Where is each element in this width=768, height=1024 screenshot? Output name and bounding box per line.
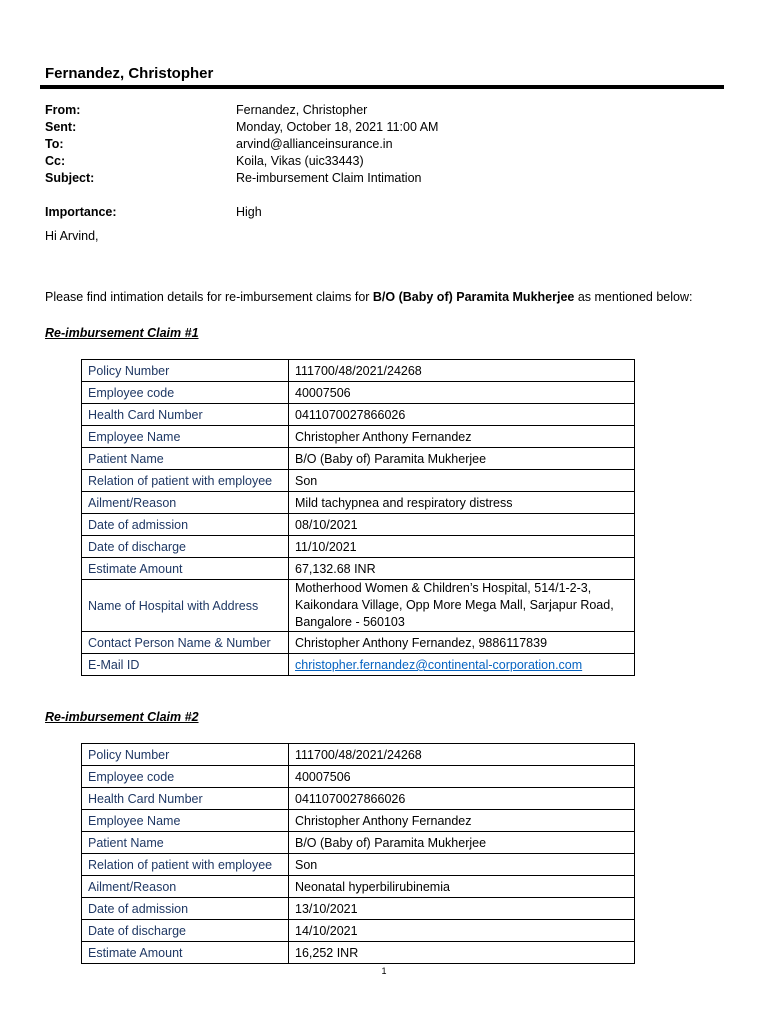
patient-name-emphasis: B/O (Baby of) Paramita Mukherjee [372, 290, 575, 304]
subject-value: Re-imbursement Claim Intimation [236, 171, 422, 185]
title-underline-rule [40, 85, 724, 89]
importance-label: Importance: [45, 205, 117, 219]
table-row [82, 942, 635, 964]
policy-number-label: Policy Number [82, 360, 289, 382]
subject-label: Subject: [45, 171, 95, 185]
to-label: To: [45, 137, 64, 151]
table-row [82, 876, 635, 898]
employee-name-value: Christopher Anthony Fernandez [289, 810, 635, 832]
contact-person-name-number-label: Contact Person Name & Number [82, 632, 289, 654]
table-row [82, 854, 635, 876]
e-mail-id-value [289, 654, 635, 676]
intro-text-end: as mentioned below: [574, 290, 693, 304]
sent-row [45, 119, 705, 136]
subject-row [45, 170, 705, 187]
to-value: arvind@allianceinsurance.in [236, 137, 393, 151]
cc-label: Cc: [45, 154, 66, 168]
e-mail-id-label: E-Mail ID [82, 654, 289, 676]
date-of-admission-value: 08/10/2021 [289, 514, 635, 536]
contact-person-name-number-value: Christopher Anthony Fernandez, 9886117839 [289, 632, 635, 654]
patient-name-label: Patient Name [82, 832, 289, 854]
relation-of-patient-with-employee-value: Son [289, 470, 635, 492]
importance-row [45, 204, 705, 221]
patient-name-label: Patient Name [82, 448, 289, 470]
estimate-amount-label: Estimate Amount [82, 558, 289, 580]
policy-number-value: 111700/48/2021/24268 [289, 744, 635, 766]
page-number: 1 [381, 966, 387, 976]
to-row [45, 136, 705, 153]
email-link[interactable]: christopher.fernandez@continental-corporation.com [295, 658, 583, 672]
policy-number-label: Policy Number [82, 744, 289, 766]
table-row [82, 580, 635, 632]
table-row [82, 810, 635, 832]
importance-value: High [236, 205, 262, 219]
from-value: Fernandez, Christopher [236, 103, 368, 117]
table-row [82, 654, 635, 676]
employee-name-label: Employee Name [82, 810, 289, 832]
employee-code-label: Employee code [82, 766, 289, 788]
employee-code-label: Employee code [82, 382, 289, 404]
table-row [82, 448, 635, 470]
patient-name-value: B/O (Baby of) Paramita Mukherjee [289, 448, 635, 470]
table-row [82, 632, 635, 654]
health-card-number-value: 0411070027866026 [289, 788, 635, 810]
ailment-reason-value: Mild tachypnea and respiratory distress [289, 492, 635, 514]
health-card-number-value: 0411070027866026 [289, 404, 635, 426]
date-of-discharge-label: Date of discharge [82, 920, 289, 942]
health-card-number-label: Health Card Number [82, 404, 289, 426]
intro-text-start: Please find intimation details for re-imbursement claims for [45, 290, 373, 304]
table-row [82, 426, 635, 448]
ailment-reason-value: Neonatal hyperbilirubinemia [289, 876, 635, 898]
name-of-hospital-with-address-label: Name of Hospital with Address [82, 580, 289, 632]
policy-number-value: 111700/48/2021/24268 [289, 360, 635, 382]
employee-code-value: 40007506 [289, 766, 635, 788]
table-row [82, 470, 635, 492]
health-card-number-label: Health Card Number [82, 788, 289, 810]
table-row [82, 788, 635, 810]
address-line: Kaikondara Village, Opp More Mega Mall, Sarjapur Road, [295, 598, 614, 612]
date-of-admission-value: 13/10/2021 [289, 898, 635, 920]
table-row [82, 492, 635, 514]
date-of-discharge-value: 11/10/2021 [289, 536, 635, 558]
relation-of-patient-with-employee-label: Relation of patient with employee [82, 854, 289, 876]
date-of-admission-label: Date of admission [82, 514, 289, 536]
date-of-discharge-value: 14/10/2021 [289, 920, 635, 942]
claim-2-table [81, 743, 635, 964]
cc-value: Koila, Vikas (uic33443) [236, 154, 364, 168]
table-row [82, 920, 635, 942]
estimate-amount-value: 16,252 INR [289, 942, 635, 964]
table-row [82, 832, 635, 854]
estimate-amount-label: Estimate Amount [82, 942, 289, 964]
claim-1-table [81, 359, 635, 676]
intro-paragraph [45, 289, 693, 306]
ailment-reason-label: Ailment/Reason [82, 492, 289, 514]
sender-heading: Fernandez, Christopher [45, 65, 214, 82]
patient-name-value: B/O (Baby of) Paramita Mukherjee [289, 832, 635, 854]
table-row [82, 382, 635, 404]
table-row [82, 360, 635, 382]
estimate-amount-value: 67,132.68 INR [289, 558, 635, 580]
cc-row [45, 153, 705, 170]
claim-2-heading: Re-imbursement Claim #2 [45, 710, 199, 724]
date-of-discharge-label: Date of discharge [82, 536, 289, 558]
employee-name-value: Christopher Anthony Fernandez [289, 426, 635, 448]
table-row [82, 536, 635, 558]
table-row [82, 514, 635, 536]
ailment-reason-label: Ailment/Reason [82, 876, 289, 898]
sent-label: Sent: [45, 120, 77, 134]
from-row [45, 102, 705, 119]
relation-of-patient-with-employee-value: Son [289, 854, 635, 876]
table-row [82, 898, 635, 920]
employee-code-value: 40007506 [289, 382, 635, 404]
address-line: Motherhood Women & Children’s Hospital, 514/1-2-3, [295, 581, 592, 595]
table-row [82, 744, 635, 766]
from-label: From: [45, 103, 81, 117]
table-row [82, 558, 635, 580]
claim-1-heading: Re-imbursement Claim #1 [45, 326, 199, 340]
sent-value: Monday, October 18, 2021 11:00 AM [236, 120, 439, 134]
relation-of-patient-with-employee-label: Relation of patient with employee [82, 470, 289, 492]
table-row [82, 404, 635, 426]
date-of-admission-label: Date of admission [82, 898, 289, 920]
address-line: Bangalore - 560103 [295, 615, 405, 629]
greeting: Hi Arvind, [45, 229, 99, 243]
table-row [82, 766, 635, 788]
employee-name-label: Employee Name [82, 426, 289, 448]
name-of-hospital-with-address-value [289, 580, 635, 632]
email-header-fields [45, 102, 705, 221]
